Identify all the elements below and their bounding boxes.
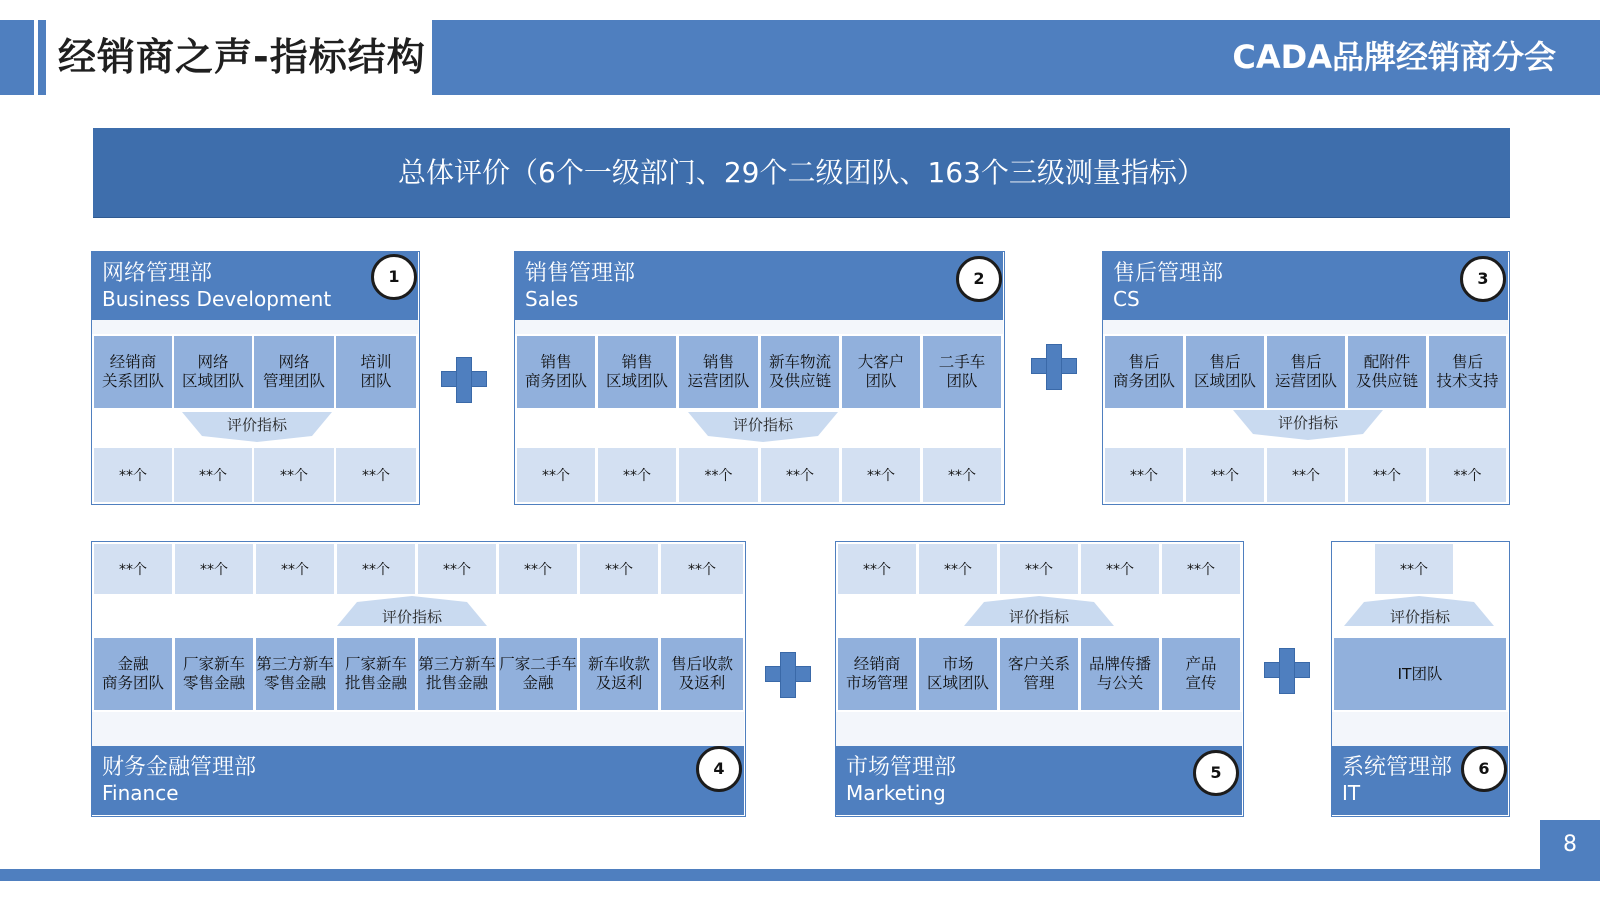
indicator-cell: **个 — [580, 544, 658, 594]
dept-header — [1103, 252, 1508, 320]
dept-name-en: Sales — [525, 287, 579, 311]
team-cell: 厂家新车 零售金融 — [175, 638, 253, 710]
indicator-cell: **个 — [256, 544, 334, 594]
indicator-cell: **个 — [254, 448, 334, 502]
dept-name-en: IT — [1342, 781, 1361, 805]
indicator-cell: **个 — [1429, 448, 1506, 502]
eval-indicator-label: 评价指标 — [226, 415, 287, 434]
dept-header — [836, 746, 1242, 815]
spacer-strip — [1332, 712, 1508, 746]
team-cell: 市场 区域团队 — [919, 638, 997, 710]
dept-number-badge: 5 — [1193, 750, 1239, 796]
team-cell: 品牌传播 与公关 — [1081, 638, 1159, 710]
dept-name-en: Finance — [102, 781, 179, 805]
indicator-cell: **个 — [679, 448, 758, 502]
header-accent-bar — [38, 20, 46, 95]
team-cell: 新车物流 及供应链 — [761, 336, 839, 408]
dept-number-badge: 4 — [696, 746, 742, 792]
indicator-cell: **个 — [1186, 448, 1264, 502]
indicator-cell: **个 — [1267, 448, 1345, 502]
team-cell: 经销商 关系团队 — [94, 336, 172, 408]
indicator-cell: **个 — [517, 448, 595, 502]
dept-name-zh: 市场管理部 — [846, 755, 957, 780]
dept-name-zh: 系统管理部 — [1342, 755, 1453, 780]
dept-name-en: Marketing — [846, 781, 946, 805]
team-cell: 销售 运营团队 — [679, 336, 758, 408]
team-cell: 二手车 团队 — [923, 336, 1001, 408]
team-cell: 第三方新车 零售金融 — [256, 638, 334, 710]
indicator-cell: **个 — [1105, 448, 1183, 502]
team-cell: 培训 团队 — [336, 336, 416, 408]
indicator-cell: **个 — [337, 544, 415, 594]
team-cell: 客户关系 管理 — [1000, 638, 1078, 710]
plus-icon — [1031, 344, 1077, 390]
team-cell: IT团队 — [1334, 638, 1506, 710]
indicator-cell: **个 — [1348, 448, 1426, 502]
indicator-cell: **个 — [418, 544, 496, 594]
indicator-cell: **个 — [1081, 544, 1159, 594]
team-cell: 厂家新车 批售金融 — [337, 638, 415, 710]
dept-panel-finance — [91, 541, 746, 817]
indicator-cell: **个 — [499, 544, 577, 594]
team-cell: 新车收款 及返利 — [580, 638, 658, 710]
spacer-strip — [515, 320, 1003, 334]
dept-name-en: Business Development — [102, 287, 332, 311]
brand-name: CADA品牌经销商分会 — [1232, 38, 1556, 76]
team-cell: 售后 运营团队 — [1267, 336, 1345, 408]
plus-icon — [765, 652, 811, 698]
indicator-cell: **个 — [174, 448, 252, 502]
team-cell: 网络 管理团队 — [254, 336, 334, 408]
slide-title: 经销商之声-指标结构 — [58, 35, 426, 79]
dept-header — [92, 252, 418, 320]
dept-header — [92, 746, 744, 815]
dept-number-badge: 2 — [956, 256, 1002, 302]
team-cell: 金融 商务团队 — [94, 638, 172, 710]
team-cell: 第三方新车 批售金融 — [418, 638, 496, 710]
footer-bar — [0, 869, 1600, 881]
indicator-cell: **个 — [94, 544, 172, 594]
spacer-strip — [836, 712, 1242, 746]
team-cell: 大客户 团队 — [842, 336, 920, 408]
team-cell: 网络 区域团队 — [174, 336, 252, 408]
dept-panel-business-development — [91, 251, 420, 505]
dept-name-zh: 售后管理部 — [1113, 261, 1224, 286]
team-cell: 配附件 及供应链 — [1348, 336, 1426, 408]
indicator-cell: **个 — [336, 448, 416, 502]
eval-indicator-label: 评价指标 — [1277, 413, 1338, 432]
indicator-cell: **个 — [761, 448, 839, 502]
dept-name-zh: 财务金融管理部 — [102, 755, 257, 780]
indicator-cell: **个 — [1375, 544, 1453, 594]
dept-number-badge: 6 — [1461, 746, 1507, 792]
eval-indicator-label: 评价指标 — [381, 607, 442, 626]
team-cell: 销售 区域团队 — [598, 336, 676, 408]
dept-panel-cs — [1102, 251, 1510, 505]
dept-name-en: CS — [1113, 287, 1140, 311]
dept-panel-marketing — [835, 541, 1244, 817]
dept-name-zh: 销售管理部 — [525, 261, 636, 286]
spacer-strip — [92, 712, 744, 746]
page-number: 8 — [1540, 820, 1600, 870]
overall-evaluation-banner: 总体评价（6个一级部门、29个二级团队、163个三级测量指标） — [93, 128, 1510, 218]
dept-panel-it — [1331, 541, 1510, 817]
team-cell: 售后收款 及返利 — [661, 638, 743, 710]
dept-panel-sales — [514, 251, 1005, 505]
spacer-strip — [1103, 320, 1508, 334]
indicator-cell: **个 — [919, 544, 997, 594]
indicator-cell: **个 — [661, 544, 743, 594]
indicator-cell: **个 — [94, 448, 172, 502]
indicator-cell: **个 — [842, 448, 920, 502]
team-cell: 经销商 市场管理 — [838, 638, 916, 710]
eval-indicator-label: 评价指标 — [1389, 607, 1450, 626]
header-accent-block — [0, 20, 34, 95]
team-cell: 产品 宣传 — [1162, 638, 1240, 710]
team-cell: 售后 商务团队 — [1105, 336, 1183, 408]
plus-icon — [441, 357, 487, 403]
indicator-cell: **个 — [1162, 544, 1240, 594]
dept-header — [515, 252, 1003, 320]
plus-icon — [1264, 648, 1310, 694]
team-cell: 销售 商务团队 — [517, 336, 595, 408]
dept-number-badge: 3 — [1460, 256, 1506, 302]
indicator-cell: **个 — [175, 544, 253, 594]
eval-indicator-label: 评价指标 — [1008, 607, 1069, 626]
dept-name-zh: 网络管理部 — [102, 261, 213, 286]
team-cell: 售后 技术支持 — [1429, 336, 1506, 408]
spacer-strip — [92, 320, 418, 334]
indicator-cell: **个 — [598, 448, 676, 502]
team-cell: 厂家二手车 金融 — [499, 638, 577, 710]
team-cell: 售后 区域团队 — [1186, 336, 1264, 408]
eval-indicator-label: 评价指标 — [732, 415, 793, 434]
dept-number-badge: 1 — [371, 254, 417, 300]
indicator-cell: **个 — [838, 544, 916, 594]
indicator-cell: **个 — [1000, 544, 1078, 594]
indicator-cell: **个 — [923, 448, 1001, 502]
